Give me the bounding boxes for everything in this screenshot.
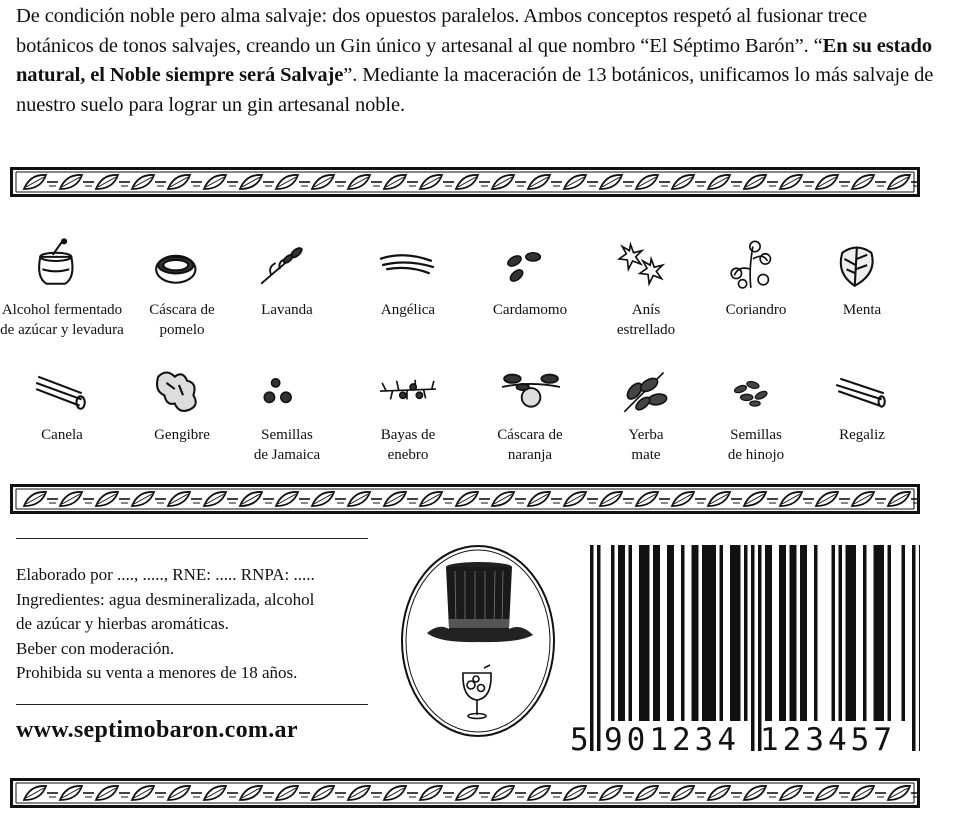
- barcode-bar: [629, 545, 633, 721]
- barcode-digits-3: 123457: [760, 722, 896, 753]
- botanical-label-line: de Jamaica: [253, 447, 321, 463]
- barcode-bar: [783, 545, 787, 721]
- barcode-bar: [695, 545, 699, 721]
- barcode-bar: [744, 545, 748, 721]
- barcode-bar: [720, 545, 724, 721]
- botanical-label-line: Regaliz: [839, 427, 885, 443]
- info-line: Beber con moderación.: [16, 638, 175, 658]
- barcode-bar: [790, 545, 794, 721]
- top-hat-icon: [427, 562, 533, 642]
- barcode-bar: [597, 545, 601, 751]
- botanical-item: [217, 357, 357, 465]
- barcode-bar: [751, 545, 755, 751]
- barcode-bar: [618, 545, 622, 721]
- barcode-bar: [622, 545, 626, 721]
- barcode-bar: [657, 545, 661, 721]
- info-line: Ingredientes: agua desmineralizada, alcohol: [16, 589, 315, 609]
- botanical-label-line: Menta: [842, 302, 882, 318]
- barcode-bar: [639, 545, 643, 721]
- botanical-item: [792, 357, 932, 445]
- botanical-label-line: Gengibre: [154, 427, 210, 443]
- product-info: [16, 563, 376, 686]
- barcode-bar: [779, 545, 783, 721]
- intro-paragraph: [16, 2, 946, 120]
- seeds-icon: [217, 357, 357, 417]
- barcode-bar: [814, 545, 818, 721]
- barcode-bar: [902, 545, 906, 721]
- intro-text-1: De condición noble pero alma salvaje: dos opuestos paralelos. Ambos conceptos respetó al fusionar trece botánicos de tonos salvajes, creando un Gin único y artesanal al que nombro “El Séptimo Barón”. “: [16, 5, 868, 57]
- botanical-label-line: naranja: [507, 447, 553, 463]
- barcode-bar: [888, 545, 892, 721]
- barcode-bar: [709, 545, 713, 721]
- barcode-digits-2: 901234: [604, 722, 740, 753]
- botanical-label-line: mate: [631, 447, 661, 463]
- barcode-bar: [734, 545, 738, 721]
- barcode-bar: [671, 545, 675, 721]
- info-rule-top: [16, 538, 368, 539]
- botanical-label-line: estrellado: [616, 322, 676, 338]
- botanical-label-line: Yerba: [628, 427, 664, 443]
- lavender-icon: [217, 230, 357, 292]
- botanical-label-line: de hinojo: [727, 447, 785, 463]
- mint-leaf-icon: [792, 230, 932, 292]
- barcode-bar: [713, 545, 717, 721]
- juniper-icon: [338, 357, 478, 417]
- botanical-label-line: Cáscara de: [149, 302, 215, 318]
- barcode: [570, 545, 920, 758]
- barcode-bar: [706, 545, 710, 721]
- barcode-bar: [758, 545, 762, 751]
- intro-emphasis: En su estado natural, el Noble siempre será Salvaje: [16, 34, 932, 86]
- angelica-icon: [338, 230, 478, 292]
- info-line: Prohibida su venta a menores de 18 años.: [16, 663, 298, 682]
- barcode-bar: [793, 545, 797, 721]
- barcode-bar: [853, 545, 857, 721]
- barcode-bar: [863, 545, 867, 721]
- top-hat-medallion: [399, 543, 557, 744]
- barcode-bar: [643, 545, 647, 721]
- barcode-bar: [765, 545, 769, 721]
- ornament-band-middle: [10, 484, 920, 514]
- barcode-bar: [646, 545, 650, 721]
- licorice-icon: [792, 357, 932, 417]
- barcode-bar: [769, 545, 773, 721]
- botanical-item: [338, 230, 478, 320]
- barcode-bar: [919, 545, 920, 751]
- botanical-label-line: Semillas: [730, 427, 782, 443]
- botanical-label-line: Canela: [41, 427, 83, 443]
- barcode-bar: [832, 545, 836, 721]
- botanical-item: [217, 230, 357, 320]
- barcode-bar: [692, 545, 696, 721]
- barcode-bar: [730, 545, 734, 721]
- barcode-bar: [702, 545, 706, 721]
- ornament-band-top: [10, 167, 920, 197]
- barcode-bar: [881, 545, 885, 721]
- botanical-label-line: Cardamomo: [492, 302, 568, 318]
- barcode-bar: [874, 545, 878, 721]
- barcode-bar: [804, 545, 808, 721]
- barcode-bar: [877, 545, 881, 721]
- barcode-digits-1: 5: [570, 722, 589, 753]
- botanical-label-line: enebro: [387, 447, 429, 463]
- botanical-item: [338, 357, 478, 465]
- barcode-bar: [849, 545, 853, 721]
- botanical-label-line: Angélica: [380, 302, 436, 318]
- barcode-bar: [590, 545, 594, 751]
- barcode-bar: [737, 545, 741, 721]
- barcode-bar: [653, 545, 657, 721]
- website-link[interactable]: www.septimobaron.com.ar: [16, 717, 298, 743]
- info-line: Elaborado por ...., ....., RNE: ..... RNPA: .....: [16, 565, 315, 584]
- botanical-item: [792, 230, 932, 320]
- botanical-label-line: Cáscara de: [497, 427, 563, 443]
- barcode-bar: [681, 545, 685, 721]
- botanical-label-line: pomelo: [159, 322, 205, 338]
- botanical-label-line: Bayas de: [380, 427, 436, 443]
- barcode-bar: [846, 545, 850, 721]
- botanical-label-line: Anís: [631, 302, 661, 318]
- barcode-bar: [912, 545, 916, 751]
- botanical-label-line: Lavanda: [261, 302, 313, 318]
- barcode-bar: [839, 545, 843, 721]
- botanical-label-line: Coriandro: [725, 302, 787, 318]
- barcode-bar: [667, 545, 671, 721]
- intro-text-2: ”. Mediante la maceración de 13 botánicos, unificamos lo más salvaje de nuestro suelo para lograr un gin artesanal noble.: [16, 64, 934, 116]
- botanical-label-line: Semillas: [261, 427, 313, 443]
- botanical-label-line: Alcohol fermentado: [1, 302, 123, 318]
- info-line: de azúcar y hierbas aromáticas.: [16, 614, 229, 633]
- barcode-bar: [800, 545, 804, 721]
- info-rule-bottom: [16, 704, 368, 705]
- barcode-bar: [611, 545, 615, 721]
- gin-glass-icon: [463, 665, 491, 719]
- botanical-label-line: de azúcar y levadura: [0, 322, 124, 338]
- ornament-band-bottom: [10, 778, 920, 808]
